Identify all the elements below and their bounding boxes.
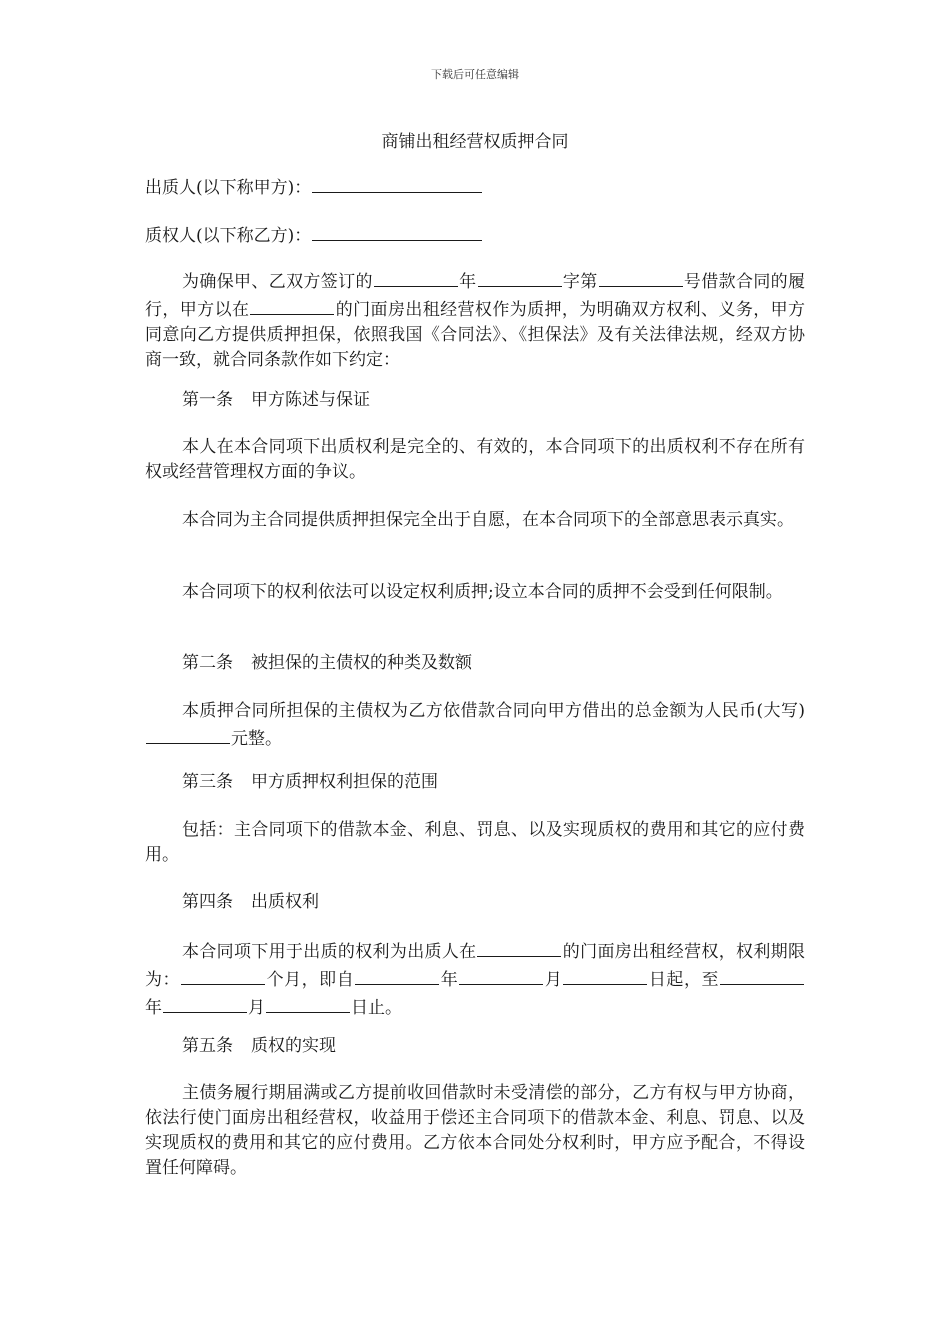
article-text: 月 bbox=[248, 998, 265, 1018]
article-1-para-1: 本人在本合同项下出质权利是完全的、有效的，本合同项下的出质权利不存在所有权或经营管理权方面的争议。 bbox=[145, 437, 805, 482]
party-a-line bbox=[145, 173, 805, 201]
blank bbox=[563, 965, 647, 985]
article-2-heading bbox=[145, 651, 805, 676]
article-text: 日起，至 bbox=[648, 970, 720, 990]
article-text: 年 bbox=[440, 970, 459, 990]
article-number: 第五条 bbox=[182, 1036, 233, 1056]
document-title: 商铺出租经营权质押合同 bbox=[381, 132, 569, 152]
article-3-para-1: 包括：主合同项下的借款本金、利息、罚息、以及实现质权的费用和其它的应付费用。 bbox=[145, 820, 805, 865]
article-1-para-2: 本合同为主合同提供质押担保完全出于自愿，在本合同项下的全部意思表示真实。 bbox=[182, 510, 794, 530]
article-1-heading bbox=[145, 388, 805, 413]
blank bbox=[720, 965, 804, 985]
blank bbox=[478, 267, 562, 287]
article-number: 第二条 bbox=[182, 653, 233, 673]
blank bbox=[181, 965, 265, 985]
blank bbox=[599, 267, 683, 287]
intro-text: 的门面房出租经营权作为质押，为明确双方权利、义务，甲方同意向乙方提供质押担保，依照我国《合同法》、《担保法》及有关法律法规，经双方协商一致，就合同条款作如下约定： bbox=[145, 300, 806, 370]
article-text: 个月，即自 bbox=[266, 970, 355, 990]
party-b-label: 质权人(以下称乙方)： bbox=[145, 226, 312, 246]
article-text: 年 bbox=[145, 998, 162, 1018]
blank bbox=[250, 295, 334, 315]
article-number: 第三条 bbox=[182, 772, 233, 792]
intro-text: 年 bbox=[458, 272, 477, 292]
amount-blank bbox=[146, 724, 230, 744]
party-b-blank bbox=[312, 221, 482, 241]
blank bbox=[374, 267, 458, 287]
intro-paragraph bbox=[145, 267, 805, 373]
intro-text: 字第 bbox=[562, 272, 598, 292]
article-number: 第四条 bbox=[182, 892, 233, 912]
article-3-heading bbox=[145, 770, 805, 795]
article-title: 被担保的主债权的种类及数额 bbox=[251, 653, 472, 673]
blank bbox=[477, 937, 561, 957]
article-text: 月 bbox=[544, 970, 563, 990]
page-header: 下载后可任意编辑 bbox=[431, 68, 519, 81]
article-5-heading bbox=[145, 1034, 805, 1059]
blank bbox=[163, 993, 247, 1013]
article-title: 甲方质押权利担保的范围 bbox=[251, 772, 438, 792]
blank bbox=[266, 993, 350, 1013]
article-title: 甲方陈述与保证 bbox=[251, 390, 370, 410]
article-title: 出质权利 bbox=[251, 892, 319, 912]
blank bbox=[355, 965, 439, 985]
article-4-heading bbox=[145, 890, 805, 915]
intro-text: 号借款合同的履行，甲方以在 bbox=[145, 272, 806, 320]
article-5-para-1: 主债务履行期届满或乙方提前收回借款时未受清偿的部分，乙方有权与甲方协商，依法行使门面房出租经营权，收益用于偿还主合同项下的借款本金、利息、罚息、以及实现质权的费用和其它的应付费用。乙方依本合同处分权利时，甲方应予配合，不得设置任何障碍。 bbox=[145, 1083, 805, 1178]
intro-text: 为确保甲、乙双方签订的 bbox=[182, 272, 373, 292]
article-2-para-1 bbox=[145, 699, 805, 752]
article-title: 质权的实现 bbox=[251, 1036, 336, 1056]
article-text: 的门面房出租经营权，权利期限为： bbox=[145, 942, 806, 990]
blank bbox=[459, 965, 543, 985]
article-text: 本质押合同所担保的主债权为乙方依借款合同向甲方借出的总金额为人民币(大写) bbox=[182, 701, 805, 721]
article-1-para-3: 本合同项下的权利依法可以设定权利质押;设立本合同的质押不会受到任何限制。 bbox=[182, 582, 783, 602]
article-text: 元整。 bbox=[231, 729, 282, 749]
article-number: 第一条 bbox=[182, 390, 233, 410]
party-a-label: 出质人(以下称甲方)： bbox=[145, 178, 312, 198]
article-4-para-1 bbox=[145, 937, 805, 1021]
party-b-line bbox=[145, 221, 805, 249]
party-a-blank bbox=[312, 173, 482, 193]
article-text: 本合同项下用于出质的权利为出质人在 bbox=[182, 942, 477, 962]
article-text: 日止。 bbox=[351, 998, 402, 1018]
